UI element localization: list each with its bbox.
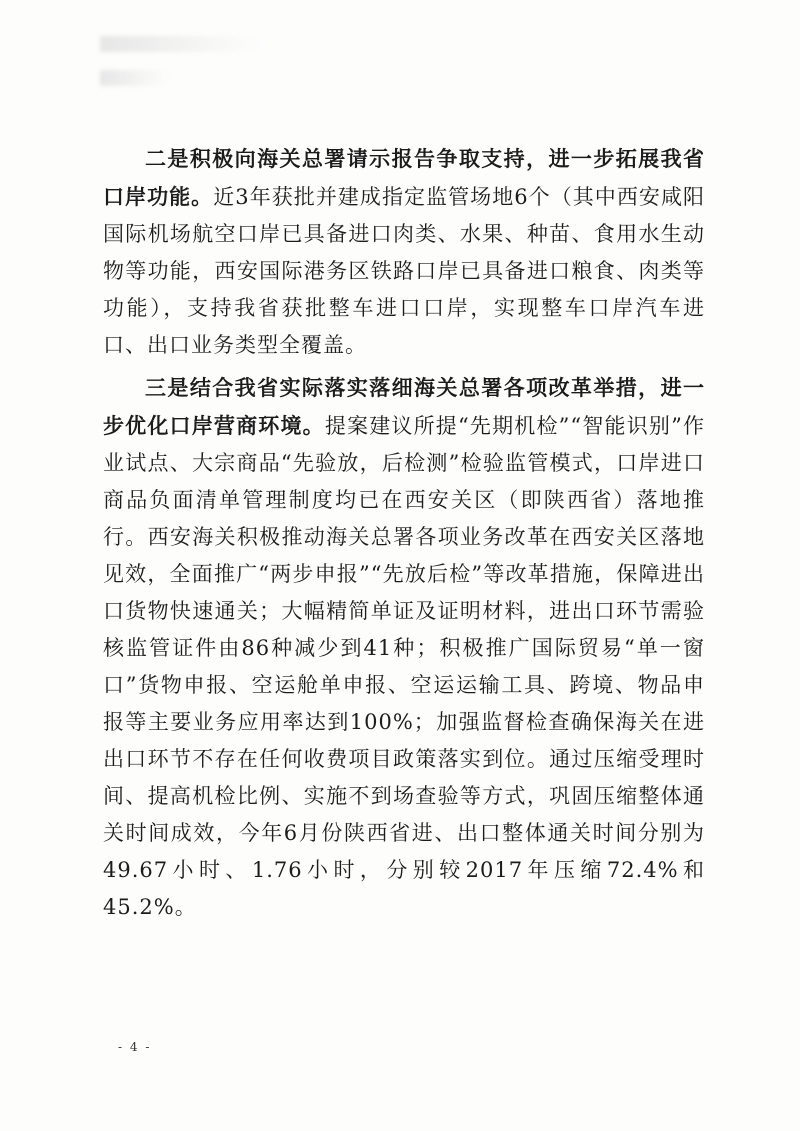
paragraph-business-environment — [103, 369, 705, 926]
paragraph-lead-sentence: 二是积极向海关总署请示报告争取支持，进一步拓展我省口岸功能。 — [103, 146, 705, 209]
page-number: - 4 - — [118, 1040, 152, 1054]
paragraph-body-text: 近3年获批并建成指定监管场地6个（其中西安咸阳国际机场航空口岸已具备进口肉类、水果、种苗、食用水生动物等功能，西安国际港务区铁路口岸已具备进口粮食、肉类等功能），支持我省获批整车进口口岸，实现整车口岸汽车进口、出口业务类型全覆盖。 — [103, 185, 705, 357]
paragraph-port-functions — [103, 140, 705, 364]
paragraph-lead-sentence: 三是结合我省实际落实落细海关总署各项改革举措，进一步优化口岸营商环境。 — [103, 375, 705, 438]
bleed-through-mark — [100, 70, 170, 86]
paragraph-body-text: 提案建议所提“先期机检”“智能识别”作业试点、大宗商品“先验放，后检测”检验监管模式，口岸进口商品负面清单管理制度均已在西安关区（即陕西省）落地推行。西安海关积极推动海关总署各项业务改革在西安关区落地见效，全面推广“两步申报”“先放后检”等改革措施，保障进出口货物快速通关；大幅精简单证及证明材料，进出口环节需验核监管证件由86种减少到41种；积极推广国际贸易“单一窗口”货物申报、空运舱单申报、空运运输工具、跨境、物品申报等主要业务应用率达到100%；加强监督检查确保海关在进出口环节不存在任何收费项目政策落实到位。通过压缩受理时间、提高机检比例、实施不到场查验等方式，巩固压缩整体通关时间成效，今年6月份陕西省进、出口整体通关时间分别为49.67小时、1.76小时，分别较2017年压缩72.4%和45.2%。 — [103, 414, 705, 919]
document-body — [103, 140, 705, 931]
bleed-through-mark — [100, 36, 260, 52]
